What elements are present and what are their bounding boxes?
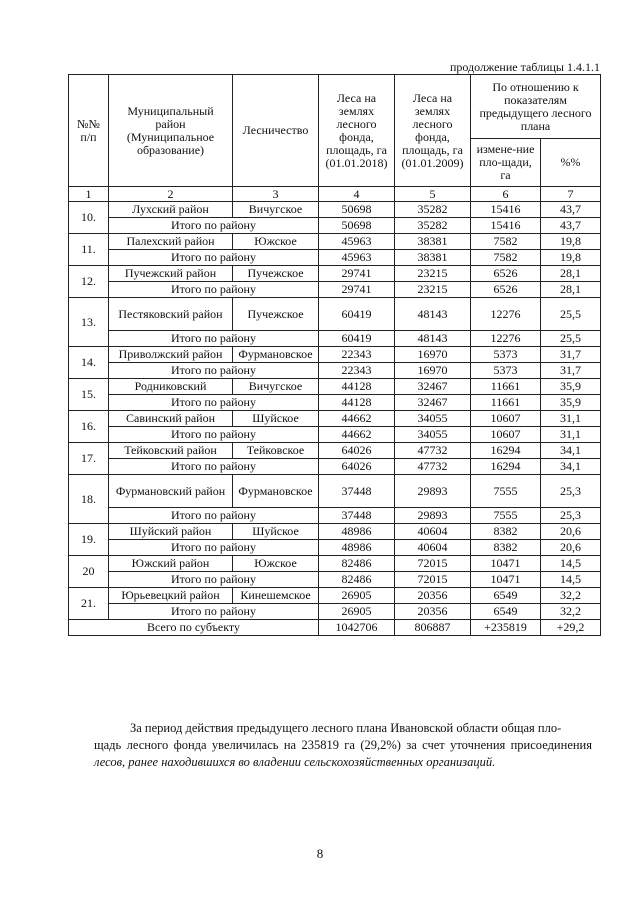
district-total-label: Итого по району xyxy=(109,604,319,620)
table-row xyxy=(69,298,601,331)
change-cell: 11661 xyxy=(471,379,541,395)
district-cell: Юрьевецкий район xyxy=(109,588,233,604)
percent-cell: 32,2 xyxy=(541,588,601,604)
total-area-2018-cell: 60419 xyxy=(319,331,395,347)
column-number: 2 xyxy=(109,187,233,202)
district-total-row xyxy=(69,395,601,411)
area-2009-cell: 35282 xyxy=(395,202,471,218)
row-number: 17. xyxy=(69,443,109,475)
forestry-cell: Тейковское xyxy=(233,443,319,459)
total-area-2009-cell: 23215 xyxy=(395,282,471,298)
total-percent-cell: 31,7 xyxy=(541,363,601,379)
forestry-cell: Пучежское xyxy=(233,298,319,331)
area-2009-cell: 20356 xyxy=(395,588,471,604)
area-2018-cell: 29741 xyxy=(319,266,395,282)
change-cell: 15416 xyxy=(471,202,541,218)
total-percent-cell: 25,3 xyxy=(541,508,601,524)
grand-total-row xyxy=(69,620,601,636)
district-total-row xyxy=(69,427,601,443)
forestry-cell: Фурмановское xyxy=(233,347,319,363)
total-percent-cell: 20,6 xyxy=(541,540,601,556)
area-2009-cell: 47732 xyxy=(395,443,471,459)
percent-cell: 31,1 xyxy=(541,411,601,427)
area-2018-cell: 60419 xyxy=(319,298,395,331)
column-number: 6 xyxy=(471,187,541,202)
header-num: №№ п/п xyxy=(69,75,109,187)
column-number: 7 xyxy=(541,187,601,202)
area-2018-cell: 82486 xyxy=(319,556,395,572)
paragraph-line-2: щадь лесного фонда увеличилась на 235819 га (29,2%) за счет уточнения присоединения xyxy=(94,738,592,752)
percent-cell: 25,3 xyxy=(541,475,601,508)
grand-total-change: +235819 xyxy=(471,620,541,636)
total-change-cell: 5373 xyxy=(471,363,541,379)
district-cell: Савинский район xyxy=(109,411,233,427)
table-row xyxy=(69,234,601,250)
district-total-label: Итого по району xyxy=(109,572,319,588)
total-percent-cell: 14,5 xyxy=(541,572,601,588)
area-2009-cell: 40604 xyxy=(395,524,471,540)
grand-total-percent: +29,2 xyxy=(541,620,601,636)
total-change-cell: 15416 xyxy=(471,218,541,234)
total-change-cell: 6526 xyxy=(471,282,541,298)
grand-total-2009: 806887 xyxy=(395,620,471,636)
district-cell: Приволжский район xyxy=(109,347,233,363)
total-change-cell: 10607 xyxy=(471,427,541,443)
total-area-2018-cell: 22343 xyxy=(319,363,395,379)
area-2009-cell: 48143 xyxy=(395,298,471,331)
percent-cell: 25,5 xyxy=(541,298,601,331)
percent-cell: 20,6 xyxy=(541,524,601,540)
total-percent-cell: 25,5 xyxy=(541,331,601,347)
forestry-cell: Вичугское xyxy=(233,202,319,218)
total-area-2009-cell: 38381 xyxy=(395,250,471,266)
column-number: 1 xyxy=(69,187,109,202)
column-number: 5 xyxy=(395,187,471,202)
district-cell: Палехский район xyxy=(109,234,233,250)
row-number: 11. xyxy=(69,234,109,266)
change-cell: 6526 xyxy=(471,266,541,282)
district-cell: Пучежский район xyxy=(109,266,233,282)
grand-total-2018: 1042706 xyxy=(319,620,395,636)
table-row xyxy=(69,266,601,282)
district-total-row xyxy=(69,572,601,588)
district-total-row xyxy=(69,540,601,556)
percent-cell: 35,9 xyxy=(541,379,601,395)
table-row xyxy=(69,556,601,572)
district-cell: Лухский район xyxy=(109,202,233,218)
district-total-label: Итого по району xyxy=(109,250,319,266)
district-cell: Шуйский район xyxy=(109,524,233,540)
total-change-cell: 16294 xyxy=(471,459,541,475)
district-total-row xyxy=(69,459,601,475)
row-number: 20 xyxy=(69,556,109,588)
total-area-2009-cell: 32467 xyxy=(395,395,471,411)
change-cell: 7555 xyxy=(471,475,541,508)
district-total-label: Итого по району xyxy=(109,331,319,347)
area-2018-cell: 26905 xyxy=(319,588,395,604)
forestry-cell: Пучежское xyxy=(233,266,319,282)
area-2018-cell: 44662 xyxy=(319,411,395,427)
forestry-cell: Южское xyxy=(233,234,319,250)
header-district: Муниципальный район (Муниципальное образование) xyxy=(109,75,233,187)
table-row xyxy=(69,202,601,218)
district-cell: Родниковский xyxy=(109,379,233,395)
total-area-2009-cell: 16970 xyxy=(395,363,471,379)
table-row xyxy=(69,411,601,427)
total-change-cell: 7582 xyxy=(471,250,541,266)
table-row xyxy=(69,379,601,395)
district-total-row xyxy=(69,363,601,379)
district-total-row xyxy=(69,282,601,298)
header-relation: По отношению к показателям предыдущего лесного плана xyxy=(471,75,601,139)
change-cell: 12276 xyxy=(471,298,541,331)
area-2018-cell: 50698 xyxy=(319,202,395,218)
forestry-cell: Вичугское xyxy=(233,379,319,395)
total-area-2009-cell: 72015 xyxy=(395,572,471,588)
district-total-row xyxy=(69,218,601,234)
district-total-label: Итого по району xyxy=(109,218,319,234)
total-area-2018-cell: 50698 xyxy=(319,218,395,234)
district-total-label: Итого по району xyxy=(109,427,319,443)
district-cell: Южский район xyxy=(109,556,233,572)
table-row xyxy=(69,524,601,540)
total-area-2018-cell: 29741 xyxy=(319,282,395,298)
table-row xyxy=(69,347,601,363)
district-total-row xyxy=(69,331,601,347)
total-change-cell: 7555 xyxy=(471,508,541,524)
total-area-2018-cell: 26905 xyxy=(319,604,395,620)
total-area-2018-cell: 45963 xyxy=(319,250,395,266)
total-change-cell: 8382 xyxy=(471,540,541,556)
total-area-2009-cell: 34055 xyxy=(395,427,471,443)
percent-cell: 28,1 xyxy=(541,266,601,282)
total-area-2018-cell: 37448 xyxy=(319,508,395,524)
area-2009-cell: 23215 xyxy=(395,266,471,282)
total-area-2018-cell: 48986 xyxy=(319,540,395,556)
row-number: 13. xyxy=(69,298,109,347)
change-cell: 10471 xyxy=(471,556,541,572)
area-2018-cell: 37448 xyxy=(319,475,395,508)
total-percent-cell: 31,1 xyxy=(541,427,601,443)
area-2009-cell: 34055 xyxy=(395,411,471,427)
total-area-2018-cell: 44128 xyxy=(319,395,395,411)
page-number: 8 xyxy=(316,846,324,861)
district-total-label: Итого по району xyxy=(109,363,319,379)
area-2009-cell: 32467 xyxy=(395,379,471,395)
area-2009-cell: 38381 xyxy=(395,234,471,250)
row-number: 12. xyxy=(69,266,109,298)
area-2018-cell: 64026 xyxy=(319,443,395,459)
total-percent-cell: 35,9 xyxy=(541,395,601,411)
district-cell: Фурмановский район xyxy=(109,475,233,508)
total-area-2009-cell: 40604 xyxy=(395,540,471,556)
header-percent: %% xyxy=(541,139,601,187)
total-area-2018-cell: 44662 xyxy=(319,427,395,443)
district-cell: Пестяковский район xyxy=(109,298,233,331)
total-area-2009-cell: 20356 xyxy=(395,604,471,620)
header-area-2009: Леса на землях лесного фонда, площадь, га (01.01.2009) xyxy=(395,75,471,187)
total-area-2009-cell: 29893 xyxy=(395,508,471,524)
total-change-cell: 6549 xyxy=(471,604,541,620)
total-percent-cell: 32,2 xyxy=(541,604,601,620)
total-percent-cell: 19,8 xyxy=(541,250,601,266)
area-2018-cell: 48986 xyxy=(319,524,395,540)
table-row xyxy=(69,588,601,604)
total-area-2009-cell: 48143 xyxy=(395,331,471,347)
total-percent-cell: 28,1 xyxy=(541,282,601,298)
district-total-row xyxy=(69,250,601,266)
district-total-label: Итого по району xyxy=(109,395,319,411)
area-2018-cell: 45963 xyxy=(319,234,395,250)
change-cell: 7582 xyxy=(471,234,541,250)
percent-cell: 31,7 xyxy=(541,347,601,363)
district-total-row xyxy=(69,604,601,620)
paragraph-line-1: За период действия предыдущего лесного плана Ивановской области общая пло- xyxy=(130,721,562,735)
header-forestry: Лесничество xyxy=(233,75,319,187)
percent-cell: 19,8 xyxy=(541,234,601,250)
row-number: 19. xyxy=(69,524,109,556)
percent-cell: 14,5 xyxy=(541,556,601,572)
forest-area-table xyxy=(68,74,601,636)
total-percent-cell: 34,1 xyxy=(541,459,601,475)
column-number: 4 xyxy=(319,187,395,202)
change-cell: 5373 xyxy=(471,347,541,363)
forestry-cell: Шуйское xyxy=(233,524,319,540)
table-row xyxy=(69,443,601,459)
area-2018-cell: 22343 xyxy=(319,347,395,363)
change-cell: 6549 xyxy=(471,588,541,604)
percent-cell: 34,1 xyxy=(541,443,601,459)
district-cell: Тейковский район xyxy=(109,443,233,459)
forestry-cell: Южское xyxy=(233,556,319,572)
total-change-cell: 12276 xyxy=(471,331,541,347)
forestry-cell: Шуйское xyxy=(233,411,319,427)
change-cell: 8382 xyxy=(471,524,541,540)
table-continuation-caption: продолжение таблицы 1.4.1.1 xyxy=(449,60,600,74)
percent-cell: 43,7 xyxy=(541,202,601,218)
area-2018-cell: 44128 xyxy=(319,379,395,395)
total-change-cell: 11661 xyxy=(471,395,541,411)
change-cell: 16294 xyxy=(471,443,541,459)
area-2009-cell: 16970 xyxy=(395,347,471,363)
forestry-cell: Фурмановское xyxy=(233,475,319,508)
area-2009-cell: 29893 xyxy=(395,475,471,508)
column-number-row xyxy=(69,187,601,202)
area-2009-cell: 72015 xyxy=(395,556,471,572)
total-area-2018-cell: 64026 xyxy=(319,459,395,475)
row-number: 18. xyxy=(69,475,109,524)
forestry-cell: Кинешемское xyxy=(233,588,319,604)
header-change: измене-ние пло-щади, га xyxy=(471,139,541,187)
row-number: 16. xyxy=(69,411,109,443)
paragraph-line-3: лесов, ранее находившихся во владении сельскохозяйственных организаций. xyxy=(94,755,496,769)
row-number: 10. xyxy=(69,202,109,234)
total-change-cell: 10471 xyxy=(471,572,541,588)
row-number: 14. xyxy=(69,347,109,379)
grand-total-label: Всего по субъекту xyxy=(69,620,319,636)
row-number: 21. xyxy=(69,588,109,620)
summary-paragraph xyxy=(94,720,592,771)
column-number: 3 xyxy=(233,187,319,202)
row-number: 15. xyxy=(69,379,109,411)
district-total-row xyxy=(69,508,601,524)
header-area-2018: Леса на землях лесного фонда, площадь, га (01.01.2018) xyxy=(319,75,395,187)
total-area-2018-cell: 82486 xyxy=(319,572,395,588)
change-cell: 10607 xyxy=(471,411,541,427)
district-total-label: Итого по району xyxy=(109,508,319,524)
total-area-2009-cell: 47732 xyxy=(395,459,471,475)
total-area-2009-cell: 35282 xyxy=(395,218,471,234)
table-row xyxy=(69,475,601,508)
total-percent-cell: 43,7 xyxy=(541,218,601,234)
district-total-label: Итого по району xyxy=(109,540,319,556)
district-total-label: Итого по району xyxy=(109,459,319,475)
district-total-label: Итого по району xyxy=(109,282,319,298)
